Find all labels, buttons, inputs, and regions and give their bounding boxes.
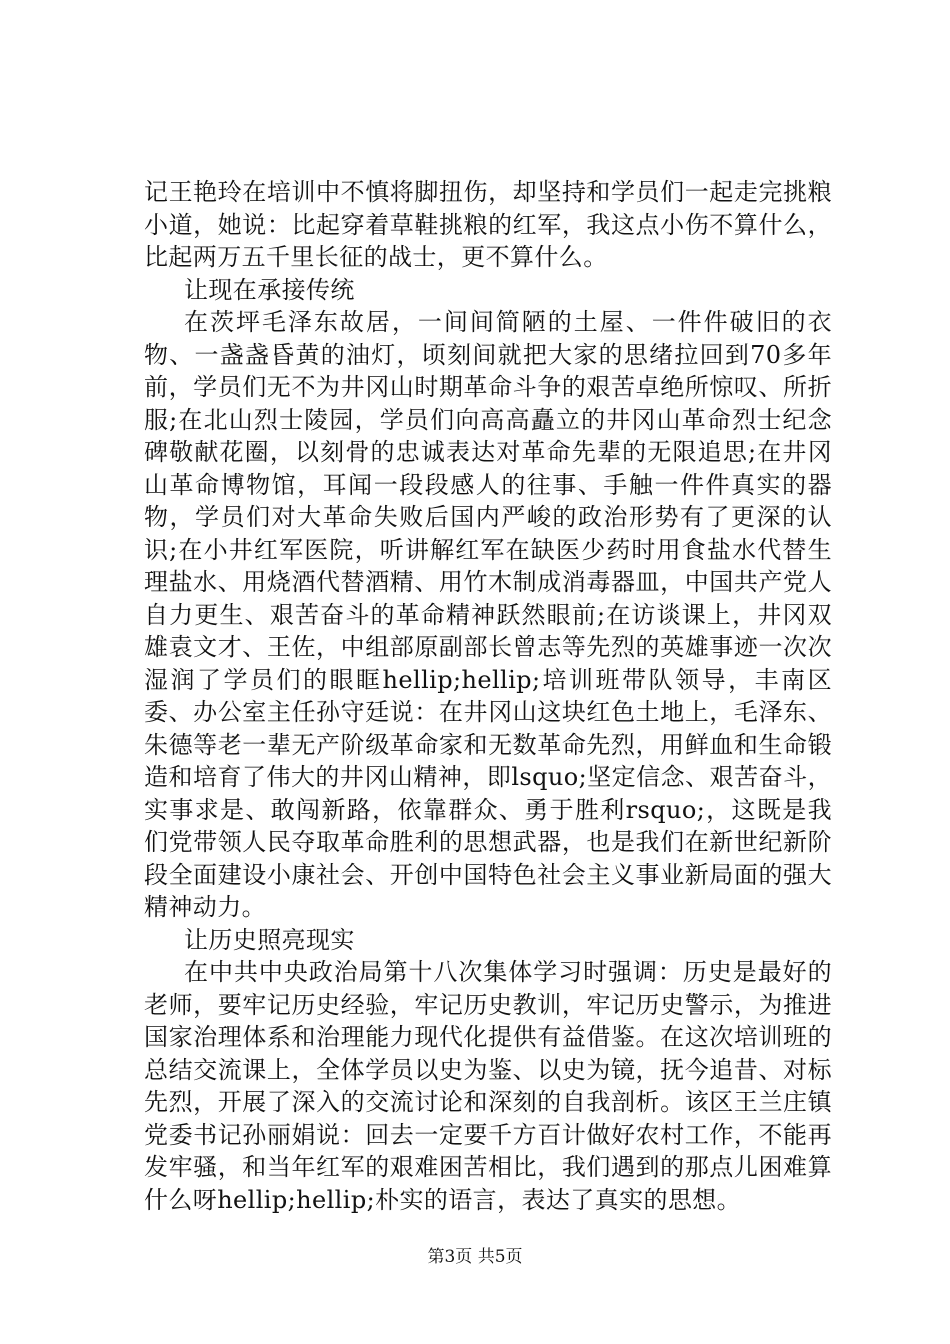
paragraph-continuation: 记王艳玲在培训中不慎将脚扭伤，却坚持和学员们一起走完挑粮小道，她说：比起穿着草鞋挑粮的红军，我这点小伤不算什么，比起两万五千里长征的战士，更不算什么。 — [144, 178, 832, 271]
paragraph-jinggangshan-visit: 在茨坪毛泽东故居，一间间简陋的土屋、一件件破旧的衣物、一盏盏昏黄的油灯，顷刻间就把大家的思绪拉回到70多年前，学员们无不为井冈山时期革命斗争的艰苦卓绝所惊叹、所折服;在北山烈士陵园，学员们向高高矗立的井冈山革命烈士纪念碑敬献花圈，以刻骨的忠诚表达对革命先辈的无限追思;在井冈山革命博物馆，耳闻一段段感人的往事、手触一件件真实的器物，学员们对大革命失败后国内严峻的政治形势有了更深的认识;在小井红军医院，听讲解红军在缺医少药时用食盐水代替生理盐水、用烧酒代替酒精、用竹木制成消毒器皿，中国共产党人自力更生、艰苦奋斗的革命精神跃然眼前;在访谈课上，井冈双雄袁文才、王佐，中组部原副部长曾志等先烈的英雄事迹一次次湿润了学员们的眼眶hellip;hellip;培训班带队领导，丰南区委、办公室主任孙守廷说：在井冈山这块红色土地上，毛泽东、朱德等老一辈无产阶级革命家和无数革命先烈，用鲜血和生命锻造和培育了伟大的井冈山精神，即lsquo;坚定信念、艰苦奋斗，实事求是、敢闯新路，依靠群众、勇于胜利rsquo;，这既是我们党带领人民夺取革命胜利的思想武器，也是我们在新世纪新阶段全面建设小康社会、开创中国特色社会主义事业新局面的强大精神动力。 — [144, 308, 832, 921]
document-body — [144, 176, 832, 1216]
section-heading-history: 让历史照亮现实 — [184, 925, 355, 954]
page-number-footer: 第3页 共5页 — [427, 1247, 523, 1267]
section-heading-tradition: 让现在承接传统 — [184, 275, 355, 304]
paragraph-history-lesson: 在中共中央政治局第十八次集体学习时强调：历史是最好的老师，要牢记历史经验，牢记历史教训，牢记历史警示，为推进国家治理体系和治理能力现代化提供有益借鉴。在这次培训班的总结交流课上，全体学员以史为鉴、以史为镜，抚今追昔、对标先烈，开展了深入的交流讨论和深刻的自我剖析。该区王兰庄镇党委书记孙丽娟说：回去一定要千方百计做好农村工作，不能再发牢骚，和当年红军的艰难困苦相比，我们遇到的那点儿困难算什么呀hellip;hellip;朴实的语言，表达了真实的思想。 — [144, 958, 832, 1214]
